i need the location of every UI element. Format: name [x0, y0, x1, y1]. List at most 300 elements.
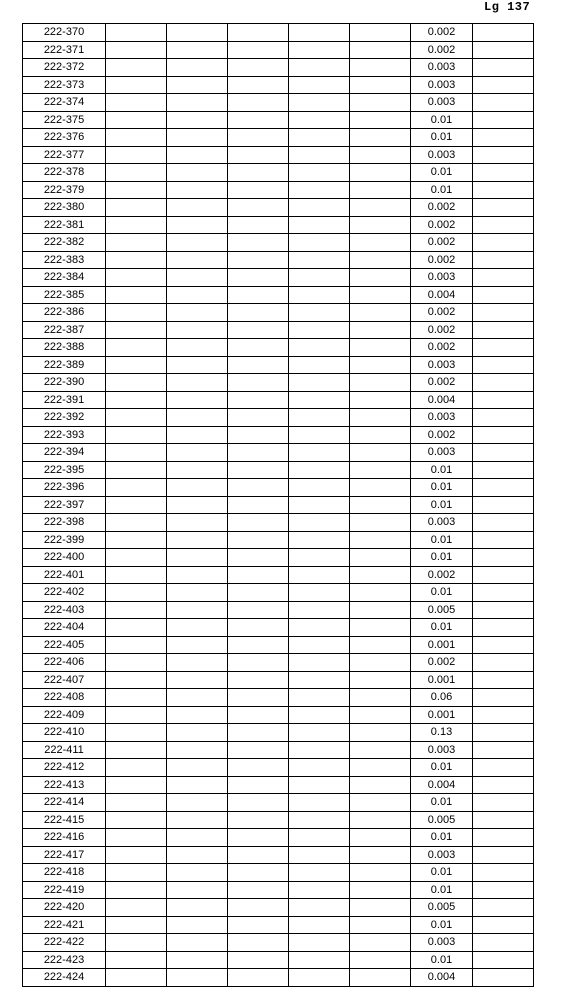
sample-id-cell: 222-377 — [23, 146, 106, 164]
empty-cell — [228, 706, 289, 724]
value-cell: 0.002 — [411, 234, 473, 252]
empty-cell — [228, 356, 289, 374]
sample-id-cell: 222-381 — [23, 216, 106, 234]
empty-cell — [106, 216, 167, 234]
empty-cell — [167, 286, 228, 304]
empty-cell — [289, 514, 350, 532]
empty-cell — [167, 216, 228, 234]
empty-cell — [106, 269, 167, 287]
empty-cell — [289, 566, 350, 584]
empty-cell — [289, 269, 350, 287]
table-body — [23, 24, 534, 987]
empty-cell — [289, 94, 350, 112]
empty-cell — [228, 129, 289, 147]
sample-id-cell: 222-416 — [23, 829, 106, 847]
empty-cell — [350, 671, 411, 689]
empty-cell — [473, 654, 534, 672]
empty-cell — [289, 59, 350, 77]
empty-cell — [473, 724, 534, 742]
empty-cell — [289, 899, 350, 917]
empty-cell — [473, 916, 534, 934]
value-cell: 0.01 — [411, 864, 473, 882]
empty-cell — [167, 654, 228, 672]
empty-cell — [289, 111, 350, 129]
empty-cell — [106, 794, 167, 812]
value-cell: 0.13 — [411, 724, 473, 742]
empty-cell — [350, 969, 411, 987]
sample-id-cell: 222-393 — [23, 426, 106, 444]
value-cell: 0.01 — [411, 129, 473, 147]
sample-id-cell: 222-389 — [23, 356, 106, 374]
sample-id-cell: 222-394 — [23, 444, 106, 462]
empty-cell — [167, 934, 228, 952]
empty-cell — [167, 269, 228, 287]
value-cell: 0.002 — [411, 199, 473, 217]
empty-cell — [289, 864, 350, 882]
sample-id-cell: 222-419 — [23, 881, 106, 899]
empty-cell — [289, 41, 350, 59]
empty-cell — [473, 601, 534, 619]
empty-cell — [473, 584, 534, 602]
value-cell: 0.003 — [411, 59, 473, 77]
empty-cell — [473, 146, 534, 164]
sample-id-cell: 222-395 — [23, 461, 106, 479]
empty-cell — [350, 601, 411, 619]
value-cell: 0.005 — [411, 601, 473, 619]
empty-cell — [106, 514, 167, 532]
empty-cell — [228, 829, 289, 847]
table-row — [23, 59, 534, 77]
empty-cell — [106, 759, 167, 777]
empty-cell — [473, 741, 534, 759]
empty-cell — [350, 549, 411, 567]
empty-cell — [228, 496, 289, 514]
sample-id-cell: 222-399 — [23, 531, 106, 549]
value-cell: 0.01 — [411, 479, 473, 497]
empty-cell — [106, 426, 167, 444]
sample-id-cell: 222-409 — [23, 706, 106, 724]
page-number: Lg 137 — [484, 0, 531, 14]
sample-id-cell: 222-383 — [23, 251, 106, 269]
table-row — [23, 566, 534, 584]
value-cell: 0.01 — [411, 916, 473, 934]
empty-cell — [350, 846, 411, 864]
empty-cell — [350, 689, 411, 707]
empty-cell — [350, 216, 411, 234]
empty-cell — [473, 811, 534, 829]
empty-cell — [473, 356, 534, 374]
empty-cell — [167, 479, 228, 497]
empty-cell — [228, 741, 289, 759]
empty-cell — [106, 776, 167, 794]
empty-cell — [289, 706, 350, 724]
value-cell: 0.005 — [411, 811, 473, 829]
empty-cell — [289, 881, 350, 899]
empty-cell — [473, 199, 534, 217]
table-row — [23, 706, 534, 724]
value-cell: 0.002 — [411, 251, 473, 269]
value-cell: 0.003 — [411, 409, 473, 427]
sample-id-cell: 222-373 — [23, 76, 106, 94]
table-row — [23, 41, 534, 59]
empty-cell — [289, 251, 350, 269]
empty-cell — [228, 391, 289, 409]
empty-cell — [289, 794, 350, 812]
table-row — [23, 339, 534, 357]
table-row — [23, 391, 534, 409]
empty-cell — [473, 689, 534, 707]
empty-cell — [228, 794, 289, 812]
empty-cell — [473, 426, 534, 444]
empty-cell — [289, 776, 350, 794]
empty-cell — [167, 461, 228, 479]
empty-cell — [167, 181, 228, 199]
empty-cell — [473, 636, 534, 654]
sample-id-cell: 222-391 — [23, 391, 106, 409]
empty-cell — [350, 461, 411, 479]
empty-cell — [167, 304, 228, 322]
empty-cell — [350, 934, 411, 952]
sample-id-cell: 222-388 — [23, 339, 106, 357]
empty-cell — [167, 41, 228, 59]
sample-id-cell: 222-375 — [23, 111, 106, 129]
empty-cell — [106, 76, 167, 94]
empty-cell — [350, 881, 411, 899]
empty-cell — [167, 601, 228, 619]
empty-cell — [167, 129, 228, 147]
empty-cell — [228, 199, 289, 217]
empty-cell — [289, 321, 350, 339]
empty-cell — [167, 409, 228, 427]
empty-cell — [228, 671, 289, 689]
empty-cell — [167, 146, 228, 164]
empty-cell — [289, 549, 350, 567]
empty-cell — [167, 566, 228, 584]
empty-cell — [106, 461, 167, 479]
empty-cell — [350, 654, 411, 672]
table-row — [23, 129, 534, 147]
value-cell: 0.002 — [411, 321, 473, 339]
table-row — [23, 111, 534, 129]
empty-cell — [106, 951, 167, 969]
empty-cell — [167, 864, 228, 882]
sample-id-cell: 222-410 — [23, 724, 106, 742]
empty-cell — [106, 496, 167, 514]
sample-id-cell: 222-370 — [23, 24, 106, 42]
value-cell: 0.01 — [411, 829, 473, 847]
empty-cell — [228, 846, 289, 864]
sample-id-cell: 222-392 — [23, 409, 106, 427]
empty-cell — [350, 496, 411, 514]
sample-id-cell: 222-402 — [23, 584, 106, 602]
empty-cell — [167, 111, 228, 129]
empty-cell — [106, 304, 167, 322]
sample-id-cell: 222-384 — [23, 269, 106, 287]
empty-cell — [289, 951, 350, 969]
empty-cell — [289, 496, 350, 514]
empty-cell — [106, 566, 167, 584]
empty-cell — [350, 304, 411, 322]
empty-cell — [228, 601, 289, 619]
empty-cell — [106, 846, 167, 864]
sample-id-cell: 222-374 — [23, 94, 106, 112]
sample-id-cell: 222-413 — [23, 776, 106, 794]
value-cell: 0.004 — [411, 969, 473, 987]
empty-cell — [473, 549, 534, 567]
empty-cell — [289, 934, 350, 952]
empty-cell — [228, 566, 289, 584]
table-row — [23, 321, 534, 339]
empty-cell — [350, 269, 411, 287]
sample-id-cell: 222-411 — [23, 741, 106, 759]
empty-cell — [289, 724, 350, 742]
empty-cell — [106, 391, 167, 409]
empty-cell — [106, 199, 167, 217]
empty-cell — [473, 129, 534, 147]
empty-cell — [350, 129, 411, 147]
empty-cell — [106, 654, 167, 672]
sample-id-cell: 222-390 — [23, 374, 106, 392]
empty-cell — [473, 409, 534, 427]
empty-cell — [473, 41, 534, 59]
table-row — [23, 829, 534, 847]
empty-cell — [350, 636, 411, 654]
empty-cell — [289, 741, 350, 759]
table-row — [23, 76, 534, 94]
value-cell: 0.003 — [411, 444, 473, 462]
empty-cell — [350, 356, 411, 374]
empty-cell — [106, 706, 167, 724]
value-cell: 0.003 — [411, 269, 473, 287]
table-row — [23, 356, 534, 374]
table-row — [23, 461, 534, 479]
empty-cell — [106, 41, 167, 59]
sample-id-cell: 222-378 — [23, 164, 106, 182]
table-row — [23, 286, 534, 304]
empty-cell — [106, 94, 167, 112]
empty-cell — [473, 391, 534, 409]
empty-cell — [473, 514, 534, 532]
empty-cell — [228, 216, 289, 234]
sample-id-cell: 222-382 — [23, 234, 106, 252]
empty-cell — [289, 601, 350, 619]
empty-cell — [228, 444, 289, 462]
table-row — [23, 811, 534, 829]
empty-cell — [289, 374, 350, 392]
table-row — [23, 619, 534, 637]
empty-cell — [228, 934, 289, 952]
empty-cell — [228, 811, 289, 829]
sample-id-cell: 222-417 — [23, 846, 106, 864]
sample-id-cell: 222-422 — [23, 934, 106, 952]
empty-cell — [350, 76, 411, 94]
empty-cell — [228, 549, 289, 567]
empty-cell — [106, 724, 167, 742]
empty-cell — [350, 94, 411, 112]
table-row — [23, 899, 534, 917]
empty-cell — [350, 146, 411, 164]
empty-cell — [167, 24, 228, 42]
empty-cell — [167, 94, 228, 112]
table-row — [23, 269, 534, 287]
empty-cell — [106, 234, 167, 252]
table-row — [23, 444, 534, 462]
empty-cell — [228, 234, 289, 252]
empty-cell — [167, 321, 228, 339]
empty-cell — [473, 374, 534, 392]
table-row — [23, 671, 534, 689]
empty-cell — [228, 251, 289, 269]
empty-cell — [106, 531, 167, 549]
empty-cell — [473, 304, 534, 322]
empty-cell — [289, 636, 350, 654]
empty-cell — [473, 671, 534, 689]
empty-cell — [350, 724, 411, 742]
empty-cell — [106, 59, 167, 77]
value-cell: 0.01 — [411, 794, 473, 812]
empty-cell — [167, 916, 228, 934]
empty-cell — [167, 811, 228, 829]
empty-cell — [350, 776, 411, 794]
empty-cell — [167, 234, 228, 252]
empty-cell — [106, 864, 167, 882]
empty-cell — [106, 479, 167, 497]
table-row — [23, 724, 534, 742]
empty-cell — [228, 461, 289, 479]
empty-cell — [289, 811, 350, 829]
value-cell: 0.003 — [411, 514, 473, 532]
table-row — [23, 514, 534, 532]
empty-cell — [473, 269, 534, 287]
empty-cell — [228, 864, 289, 882]
sample-id-cell: 222-420 — [23, 899, 106, 917]
empty-cell — [289, 584, 350, 602]
empty-cell — [228, 724, 289, 742]
empty-cell — [289, 916, 350, 934]
empty-cell — [167, 584, 228, 602]
empty-cell — [228, 304, 289, 322]
empty-cell — [228, 409, 289, 427]
empty-cell — [106, 286, 167, 304]
empty-cell — [350, 916, 411, 934]
sample-id-cell: 222-386 — [23, 304, 106, 322]
empty-cell — [228, 619, 289, 637]
empty-cell — [167, 899, 228, 917]
sample-id-cell: 222-418 — [23, 864, 106, 882]
table-row — [23, 846, 534, 864]
empty-cell — [167, 531, 228, 549]
table-row — [23, 636, 534, 654]
empty-cell — [106, 689, 167, 707]
value-cell: 0.01 — [411, 181, 473, 199]
table-row — [23, 601, 534, 619]
value-cell: 0.01 — [411, 111, 473, 129]
sample-id-cell: 222-405 — [23, 636, 106, 654]
empty-cell — [167, 251, 228, 269]
empty-cell — [350, 514, 411, 532]
empty-cell — [228, 689, 289, 707]
empty-cell — [350, 111, 411, 129]
empty-cell — [106, 969, 167, 987]
sample-id-cell: 222-415 — [23, 811, 106, 829]
empty-cell — [228, 776, 289, 794]
empty-cell — [167, 671, 228, 689]
value-cell: 0.01 — [411, 531, 473, 549]
empty-cell — [228, 584, 289, 602]
empty-cell — [473, 286, 534, 304]
table-row — [23, 479, 534, 497]
empty-cell — [228, 899, 289, 917]
sample-id-cell: 222-412 — [23, 759, 106, 777]
value-cell: 0.003 — [411, 356, 473, 374]
empty-cell — [473, 881, 534, 899]
empty-cell — [167, 76, 228, 94]
empty-cell — [350, 794, 411, 812]
empty-cell — [350, 321, 411, 339]
empty-cell — [350, 164, 411, 182]
value-cell: 0.002 — [411, 374, 473, 392]
empty-cell — [228, 94, 289, 112]
empty-cell — [350, 811, 411, 829]
empty-cell — [473, 181, 534, 199]
empty-cell — [106, 251, 167, 269]
empty-cell — [473, 934, 534, 952]
value-cell: 0.002 — [411, 24, 473, 42]
table-row — [23, 969, 534, 987]
empty-cell — [473, 619, 534, 637]
empty-cell — [167, 164, 228, 182]
empty-cell — [350, 426, 411, 444]
empty-cell — [228, 514, 289, 532]
empty-cell — [289, 426, 350, 444]
empty-cell — [289, 759, 350, 777]
value-cell: 0.002 — [411, 41, 473, 59]
empty-cell — [167, 356, 228, 374]
empty-cell — [228, 181, 289, 199]
empty-cell — [167, 339, 228, 357]
value-cell: 0.001 — [411, 671, 473, 689]
empty-cell — [228, 339, 289, 357]
empty-cell — [228, 969, 289, 987]
empty-cell — [473, 251, 534, 269]
empty-cell — [228, 759, 289, 777]
empty-cell — [289, 689, 350, 707]
empty-cell — [106, 549, 167, 567]
empty-cell — [350, 41, 411, 59]
empty-cell — [289, 164, 350, 182]
empty-cell — [228, 531, 289, 549]
empty-cell — [473, 59, 534, 77]
empty-cell — [106, 181, 167, 199]
table-row — [23, 251, 534, 269]
sample-id-cell: 222-414 — [23, 794, 106, 812]
empty-cell — [289, 829, 350, 847]
empty-cell — [106, 636, 167, 654]
empty-cell — [350, 24, 411, 42]
empty-cell — [473, 531, 534, 549]
empty-cell — [350, 374, 411, 392]
value-cell: 0.002 — [411, 339, 473, 357]
value-cell: 0.002 — [411, 426, 473, 444]
empty-cell — [350, 829, 411, 847]
table-row — [23, 776, 534, 794]
sample-id-cell: 222-379 — [23, 181, 106, 199]
empty-cell — [473, 444, 534, 462]
empty-cell — [289, 461, 350, 479]
sample-id-cell: 222-401 — [23, 566, 106, 584]
empty-cell — [167, 794, 228, 812]
empty-cell — [289, 671, 350, 689]
